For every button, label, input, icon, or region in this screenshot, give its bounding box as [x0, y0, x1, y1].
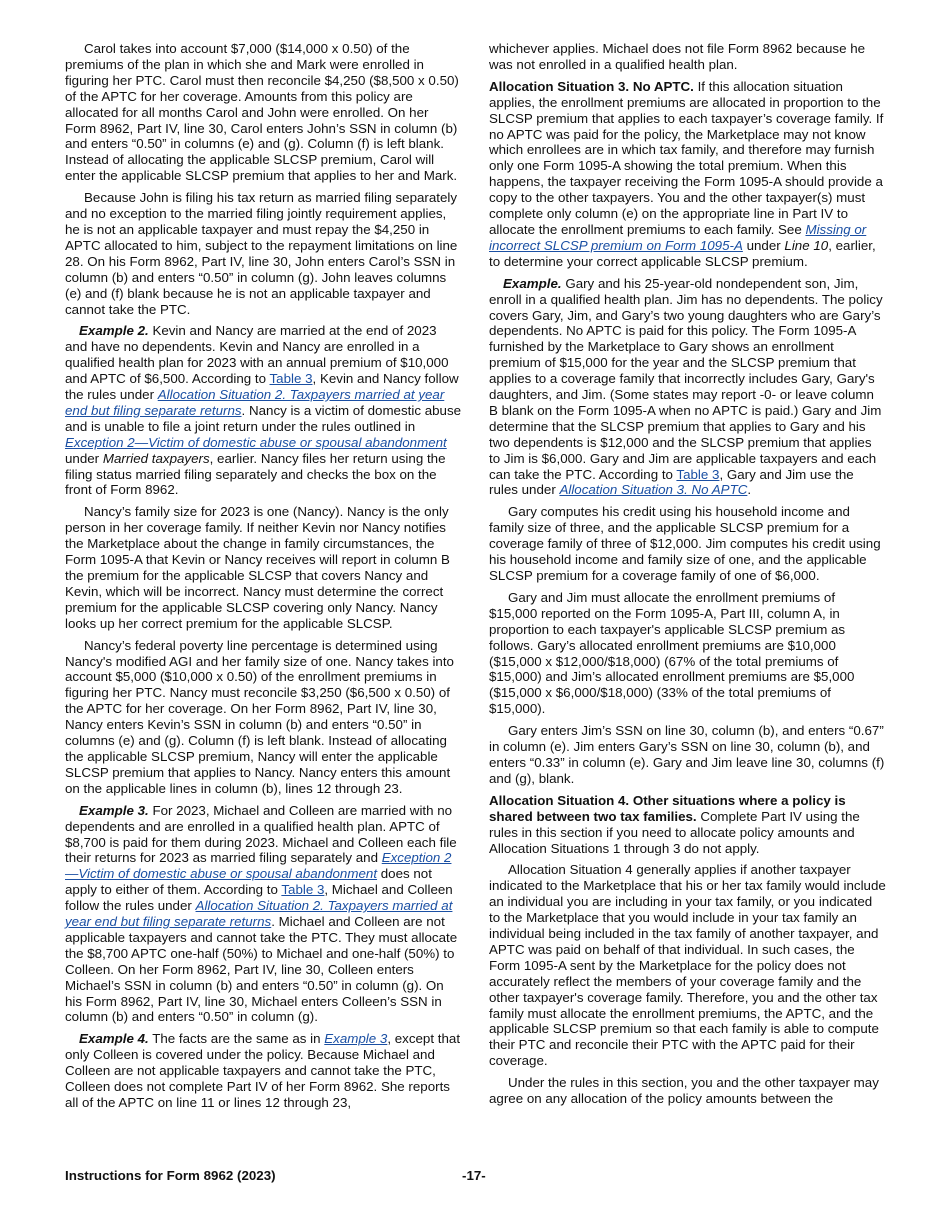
link-example-3[interactable]	[324, 1031, 387, 1046]
example-4	[65, 1031, 462, 1111]
text: , except that only Colleen is covered under the policy. Because Michael and Colleen are not applicable taxpayers and cannot take the PTC, Colleen does not complete Part IV of her Form 8962. She reports all of the APTC on line 11 or lines 12 through 23,	[65, 1031, 461, 1110]
link-table-3[interactable]: Table 3	[269, 371, 313, 387]
paragraph: whichever applies. Michael does not file Form 8962 because he was not enrolled in a qualified health plan.	[489, 41, 866, 72]
text: .	[747, 482, 752, 498]
allocation-situation-3	[489, 79, 886, 270]
link-text: Allocation Situation 3. No APTC	[559, 482, 748, 498]
link-exception-2[interactable]	[65, 435, 447, 450]
page-number: -17-	[462, 1168, 486, 1183]
link-allocation-situation-3[interactable]	[559, 482, 747, 497]
text: . Nancy is a victim of domestic abuse and is unable to file a joint return under the rules outlined in	[65, 402, 462, 434]
example-label: Example 2.	[79, 323, 149, 339]
paragraph: Nancy’s federal poverty line percentage is determined using Nancy's modified AGI and her family size of one. Nancy takes into account $5,000 ($10,000 x 0.50) of the enrollment premiums in figuring her PTC. Nancy must reconcile $3,250 ($6,500 x 0.50) of the APTC for her coverage. On her Form 8962, Part IV, line 30, Nancy enters Kevin’s SSN in column (b) and enters “0.50” in columns (e) and (g). Column (f) is left blank. Instead of allocating the applicable SLCSP premium, Nancy will enter the applicable SLCSP premium that applies to Nancy. Nancy enters this amount on the applicable lines in column (b), lines 12 through 23.	[65, 637, 454, 796]
section-heading: Allocation Situation 3. No APTC.	[489, 78, 694, 94]
link-text: Allocation Situation 2. Taxpayers married at year end but filing separate returns	[65, 387, 445, 418]
footer-title: Instructions for Form 8962 (2023)	[65, 1168, 276, 1183]
paragraph: Gary and Jim must allocate the enrollment premiums of $15,000 reported on the Form 1095-A, Part III, column A, in proportion to each taxpayer's applicable SLCSP premium as follows. Gary’s allocated enrollment premiums are $10,000 ($15,000 x $12,000/$18,000) (67% of the total premiums of $15,000) and Jim’s allocated enrollment premiums are $5,000 ($15,000 x $6,000/$18,000) (33% of the total premiums of $15,000).	[489, 589, 855, 717]
paragraph: Gary computes his credit using his household income and family size of three, and the applicable SLCSP premium for a coverage family of three of $12,000. Jim computes his credit using his household income and family size of one, and the applicable SLCSP premium for a coverage family of one of $6,000.	[489, 504, 881, 583]
paragraph: Carol takes into account $7,000 ($14,000 x 0.50) of the premiums of the plan in which she and Mark were enrolled in figuring her PTC. Carol must then reconcile $4,250 ($8,500 x 0.50) of the APTC for her coverage. Amounts from this policy are allocated for all months Carol and John were enrolled. On her Form 8962, Part IV, line 30, Carol enters John’s SSN in column (b) and enters “0.50” in columns (e) and (g). Column (f) is left blank. Instead of allocating the applicable SLCSP premium, Carol will enter the applicable SLCSP premium that applies to her and Mark.	[65, 41, 459, 184]
link-text: Allocation Situation 2. Taxpayers married at year end but filing separate returns	[65, 898, 453, 930]
paragraph: Allocation Situation 4 generally applies if another taxpayer indicated to the Marketplace that his or her tax family would include an individual you are including in your tax family, or you indicated to the Marketplace that you would include in your tax family an individual being included in the tax family of another taxpayer, and APTC was paid on behalf of that individual. In such cases, the Form 1095-A sent by the Marketplace for the policy does not accurately reflect the members of your coverage family and the other taxpayer's coverage family. Therefore, you and the other tax family must allocate the enrollment premiums, the APTC, and the applicable SLCSP premium so that each family is able to compute their PTC and reconcile their PTC with the APTC paid for their coverage.	[489, 862, 886, 1069]
example-2	[65, 323, 462, 498]
paragraph: Gary enters Jim’s SSN on line 30, column (b), and enters “0.67” in column (e). Jim enters Gary’s SSN on line 30, column (b), and enters “0.33” in column (e). Gary and Jim leave line 30, columns (f) and (g), blank.	[489, 723, 885, 786]
left-column	[65, 41, 462, 1117]
paragraph: Because John is filing his tax return as married filing separately and no exception to the married filing jointly requirement applies, he is not an applicable taxpayer and must repay the $4,250 in APTC allocated to him, subject to the repayment limitations on line 28. On his Form 8962, Part IV, line 30, John enters Carol’s SSN in column (b) and enters “0.50” in column (g). John leaves columns (e) and (f) blank because he is not an applicable taxpayer and cannot take the PTC.	[65, 190, 458, 317]
text: The facts are the same as in	[148, 1031, 325, 1047]
link-text: Exception 2—Victim of domestic abuse or spousal abandonment	[65, 434, 447, 450]
text: , Michael and Colleen follow the rules under	[65, 882, 453, 914]
example	[489, 276, 886, 499]
text: does not apply to either of them. According to	[65, 866, 432, 898]
link-text: Exception 2—Victim of domestic abuse or spousal abandonment	[65, 850, 452, 882]
text: , Gary and Jim use the rules under	[489, 466, 854, 498]
example-3	[65, 803, 462, 1026]
paragraph: Under the rules in this section, you and the other taxpayer may agree on any allocation of the policy amounts between the	[489, 1075, 879, 1107]
link-table-3[interactable]: Table 3	[676, 466, 720, 482]
text: For 2023, Michael and Colleen are married with no dependents and are enrolled in a qualified health plan. APTC of $8,700 is paid for them during 2023. Michael and Colleen each file their returns for 2023 as married filing separately and	[65, 802, 457, 866]
example-label: Example 4.	[79, 1031, 149, 1047]
paragraph: Nancy’s family size for 2023 is one (Nancy). Nancy is the only person in her coverage family. If neither Kevin nor Nancy notifies the Marketplace about the change in family circumstances, the Form 1095-A that Kevin or Nancy receives will report in column B the premium for the applicable SLCSP that covers Nancy and Kevin, which will be incorrect. Nancy must determine the correct premium for the applicable SLCSP covering only Nancy. Nancy looks up her correct premium for the applicable SLCSP.	[65, 504, 450, 631]
link-text: Example 3	[324, 1031, 388, 1047]
text: . Michael and Colleen are not applicable taxpayers and cannot take the PTC. They must allocate the $8,700 APTC one-half (50%) to Michael and one-half (50%) to Colleen. On her Form 8962, Part IV, line 30, Colleen enters Michael’s SSN in column (b) and enters “0.50” in column (g). On his Form 8962, Part IV, line 30, Michael enters Colleen’s SSN in column (b) and enters “0.50” in column (g).	[65, 914, 458, 1025]
allocation-situation-4	[489, 793, 886, 857]
italic-text: Line 10	[784, 237, 829, 253]
section-heading: Allocation Situation 4. Other situations where a policy is shared between two tax families.	[489, 792, 846, 824]
italic-text: Married taxpayers	[102, 450, 210, 466]
text: under	[65, 450, 103, 466]
text: If this allocation situation applies, the enrollment premiums are allocated in proportion to the SLCSP premium that applies to each taxpayer’s coverage family. If no APTC was paid for the policy, the Marketplace may not know which enrollees are in which tax family, and therefore may furnish only one Form 1095-A showing the total premium. When this happens, the taxpayer receiving the Form 1095-A should provide a copy to the other taxpayers. You and the other taxpayer(s) must complete only column (e) on the appropriate line in Part IV to allocate the enrollment premiums to each family. See	[489, 78, 884, 237]
text: , earlier, to determine your correct applicable SLCSP premium.	[489, 237, 876, 269]
text: Kevin and Nancy are married at the end of 2023 and have no dependents. Kevin and Nancy are enrolled in a qualified health plan for 2023 with an annual premium of $10,000 and APTC of $6,500. According to	[65, 323, 449, 387]
example-label: Example 3.	[79, 802, 149, 818]
text: under	[742, 237, 785, 253]
example-label: Example.	[503, 275, 562, 291]
text: , earlier. Nancy files her return using the filing status married filing separately and checks the box on the front of Form 8962.	[65, 450, 446, 498]
link-table-3[interactable]: Table 3	[281, 882, 325, 898]
text: Complete Part IV using the rules in this section if you need to allocate policy amounts and Allocation Situations 1 through 3 do not apply.	[489, 808, 860, 856]
link-text: Missing or incorrect SLCSP premium on Form 1095-A	[489, 221, 867, 253]
text: , Kevin and Nancy follow the rules under	[65, 371, 459, 403]
right-column	[489, 41, 886, 1113]
text: Gary and his 25-year-old nondependent son, Jim, enroll in a qualified health plan. Jim has no dependents. The policy covers Gary, Jim, and Gary’s two young daughters who are Gary’s dependents. No APTC is paid for this policy. The Form 1095-A furnished by the Marketplace to Gary shows an enrollment premium of $15,000 for the year and the SLCSP premium that applies to a coverage family that incorrectly includes Gary, Gary's daughters, and Jim. (Some states may report -0- or leave column B blank on the Form 1095-A when no APTC is paid.) Gary and Jim determine that the SLCSP premium that applies to Gary and his two dependents is $12,000 and the SLCSP premium that applies to Jim is $6,000. Gary and Jim are applicable taxpayers and each can take the PTC. According to	[489, 275, 883, 482]
